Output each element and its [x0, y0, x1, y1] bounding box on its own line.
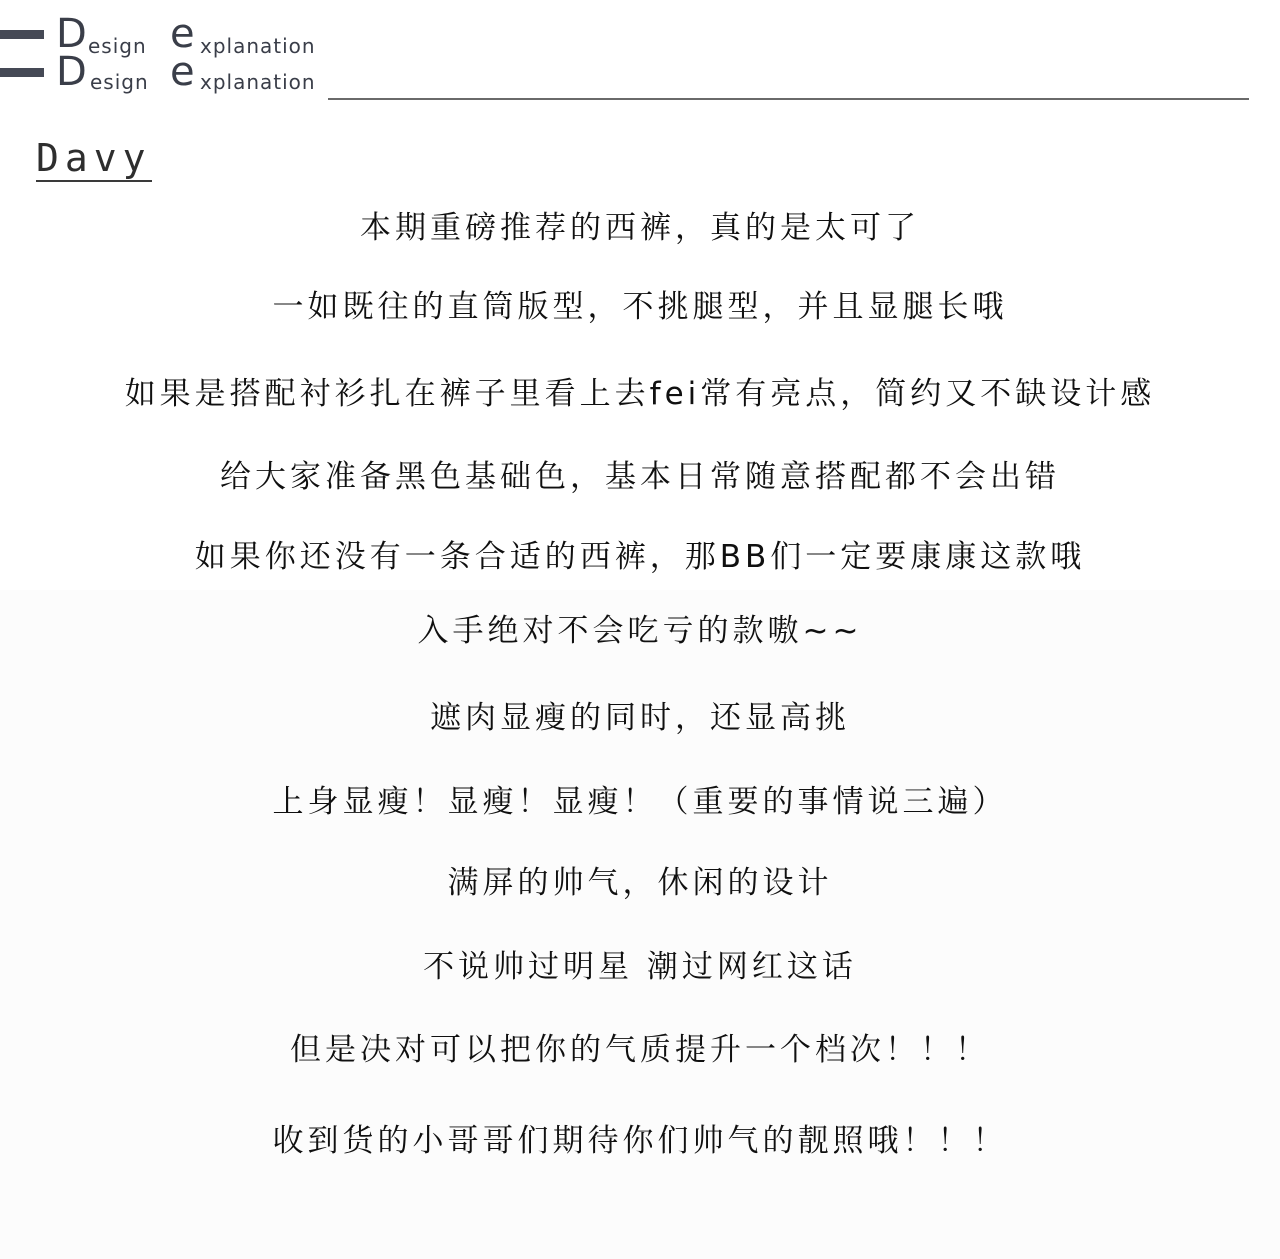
text-line: 如果你还没有一条合适的西裤，那BB们一定要康康这款哦 — [194, 539, 1086, 575]
text-line: 但是决对可以把你的气质提升一个档次！！！ — [290, 1032, 990, 1068]
text-line: 上身显瘦！显瘦！显瘦！（重要的事情说三遍） — [272, 784, 1008, 820]
text-line: 不说帅过明星 潮过网红这话 — [423, 949, 857, 985]
text-line: 入手绝对不会吃亏的款嗷~~ — [417, 613, 863, 649]
ghost-word-design: esign — [88, 34, 147, 58]
header-word-design: esign — [90, 70, 149, 94]
text-line: 如果是搭配衬衫扎在裤子里看上去fei常有亮点，简约又不缺设计感 — [124, 376, 1156, 412]
text-line: 遮肉显瘦的同时，还显高挑 — [430, 700, 850, 736]
header-bar — [0, 68, 44, 77]
header-letter-e: e — [170, 49, 195, 95]
header-ghost — [0, 10, 330, 58]
header-divider — [328, 98, 1249, 100]
text-line: 一如既往的直筒版型，不挑腿型，并且显腿长哦 — [272, 289, 1008, 325]
text-line: 满屏的帅气，休闲的设计 — [447, 865, 833, 901]
text-line: 本期重磅推荐的西裤，真的是太可了 — [360, 210, 920, 246]
design-explanation-header — [0, 50, 330, 100]
header-bar — [0, 30, 44, 39]
text-line: 给大家准备黑色基础色，基本日常随意搭配都不会出错 — [220, 459, 1060, 495]
ghost-letter-e: e — [170, 11, 195, 57]
text-line: 收到货的小哥哥们期待你们帅气的靓照哦！！！ — [272, 1123, 1008, 1159]
header-word-explanation: xplanation — [200, 70, 316, 94]
author-name: Davy — [36, 136, 152, 180]
ghost-letter-d: D — [56, 11, 87, 57]
ghost-word-explanation: xplanation — [200, 34, 316, 58]
header-letter-d: D — [56, 49, 87, 95]
